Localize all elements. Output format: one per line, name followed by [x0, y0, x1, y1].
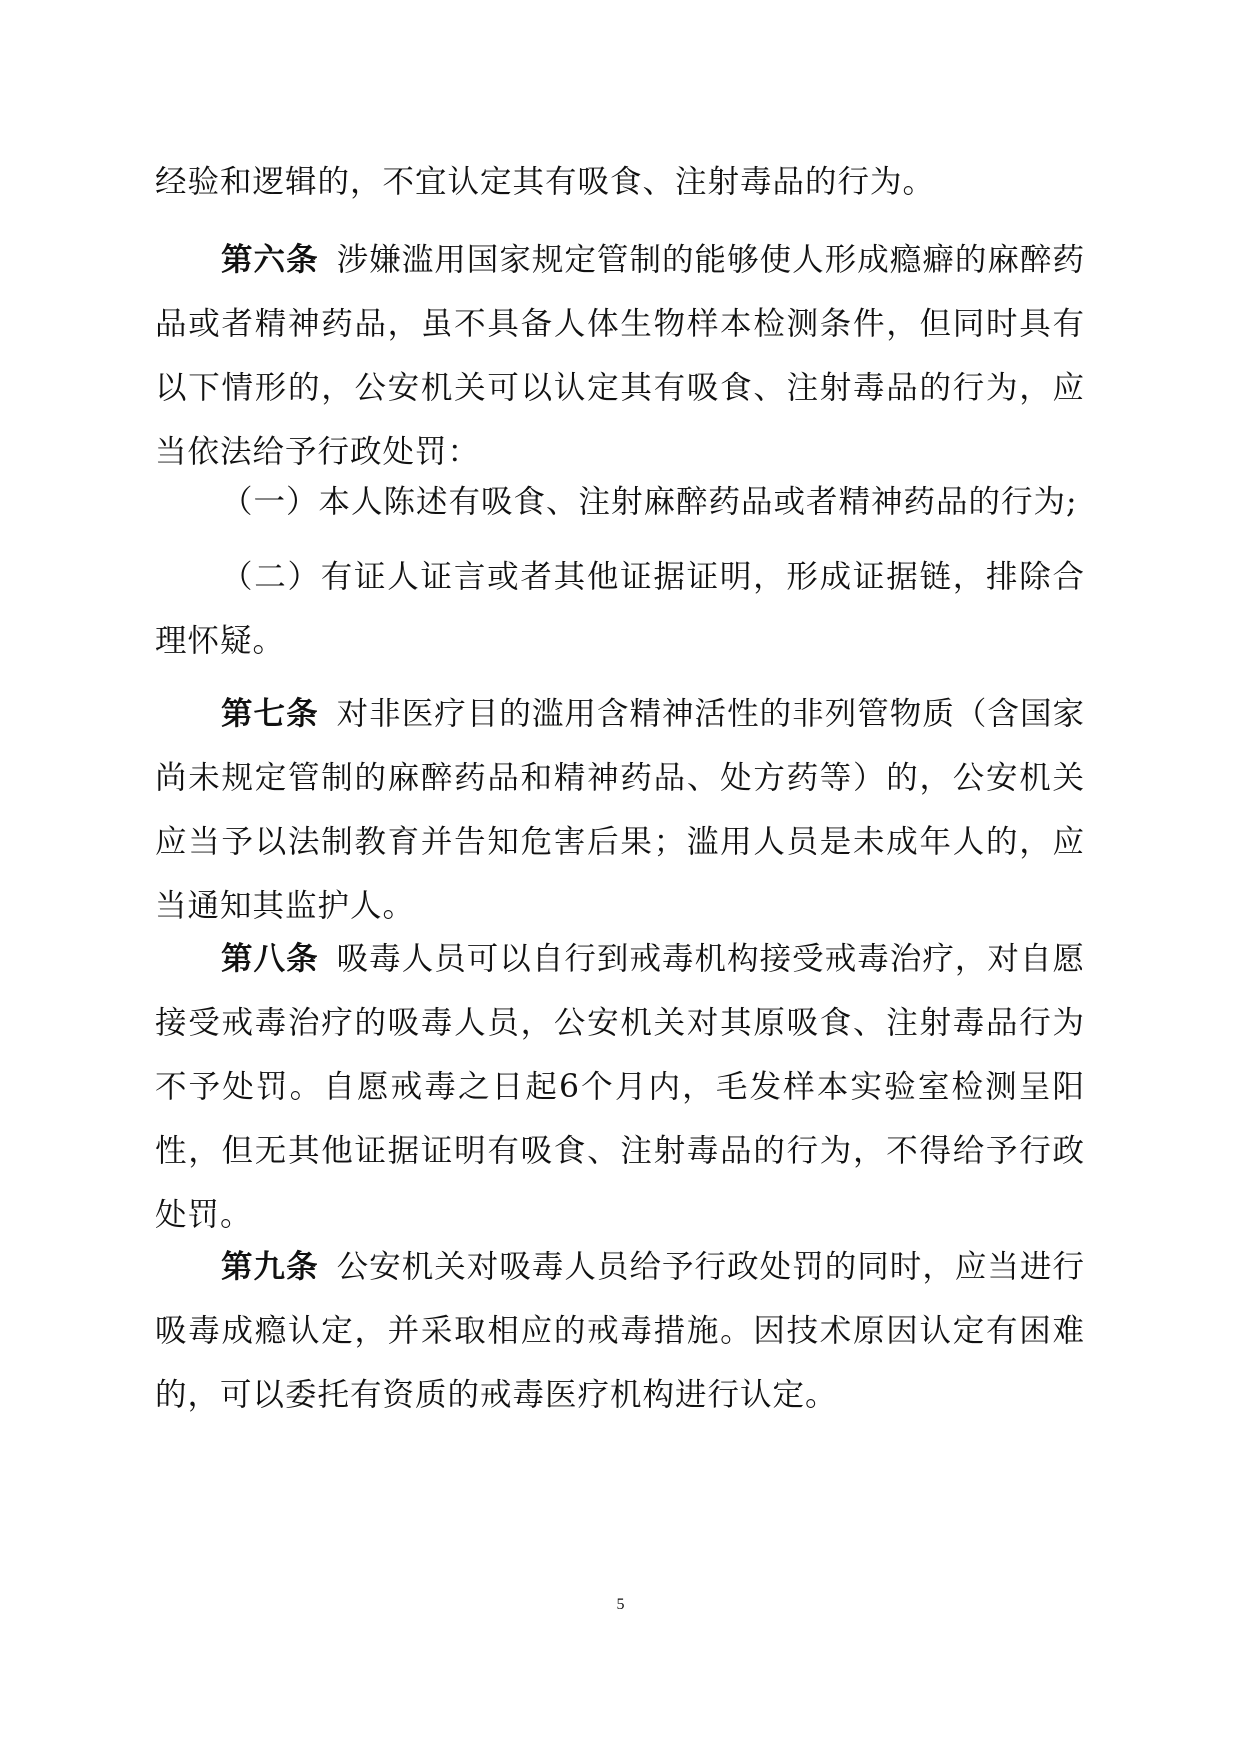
- article-8: [155, 927, 1085, 1247]
- article-9: [155, 1235, 1085, 1427]
- article-7: [155, 682, 1085, 938]
- page-number: 5: [616, 1596, 625, 1613]
- item-1: [155, 470, 1085, 534]
- article-number: 第七条: [221, 696, 319, 732]
- paragraph-text: 吸毒人员可以自行到戒毒机构接受戒毒治疗，对自愿接受戒毒治疗的吸毒人员，公安机关对其原吸食、注射毒品行为不予处罚。自愿戒毒之日起6个月内，毛发样本实验室检测呈阳性，但无其他证据证明有吸食、注射毒品的行为，不得给予行政处罚。: [155, 941, 1085, 1233]
- paragraph-text: （二）有证人证言或者其他证据证明，形成证据链，排除合理怀疑。: [155, 559, 1085, 659]
- paragraph-text: 涉嫌滥用国家规定管制的能够使人形成瘾癖的麻醉药品或者精神药品，虽不具备人体生物样本检测条件，但同时具有以下情形的，公安机关可以认定其有吸食、注射毒品的行为，应当依法给予行政处罚：: [155, 242, 1085, 470]
- paragraph-text: （一）本人陈述有吸食、注射麻醉药品或者精神药品的行为;: [221, 484, 1078, 520]
- paragraph-text: 对非医疗目的滥用含精神活性的非列管物质（含国家尚未规定管制的麻醉药品和精神药品、处方药等）的，公安机关应当予以法制教育并告知危害后果；滥用人员是未成年人的，应当通知其监护人。: [155, 696, 1085, 924]
- paragraph-continuation: [155, 150, 1085, 214]
- article-number: 第六条: [221, 242, 319, 278]
- paragraph-text: 经验和逻辑的，不宜认定其有吸食、注射毒品的行为。: [155, 164, 936, 200]
- article-number: 第九条: [221, 1249, 319, 1285]
- article-6: [155, 228, 1085, 484]
- article-number: 第八条: [221, 941, 319, 977]
- item-2: [155, 545, 1085, 673]
- paragraph-text: 公安机关对吸毒人员给予行政处罚的同时，应当进行吸毒成瘾认定，并采取相应的戒毒措施。因技术原因认定有困难的，可以委托有资质的戒毒医疗机构进行认定。: [155, 1249, 1085, 1413]
